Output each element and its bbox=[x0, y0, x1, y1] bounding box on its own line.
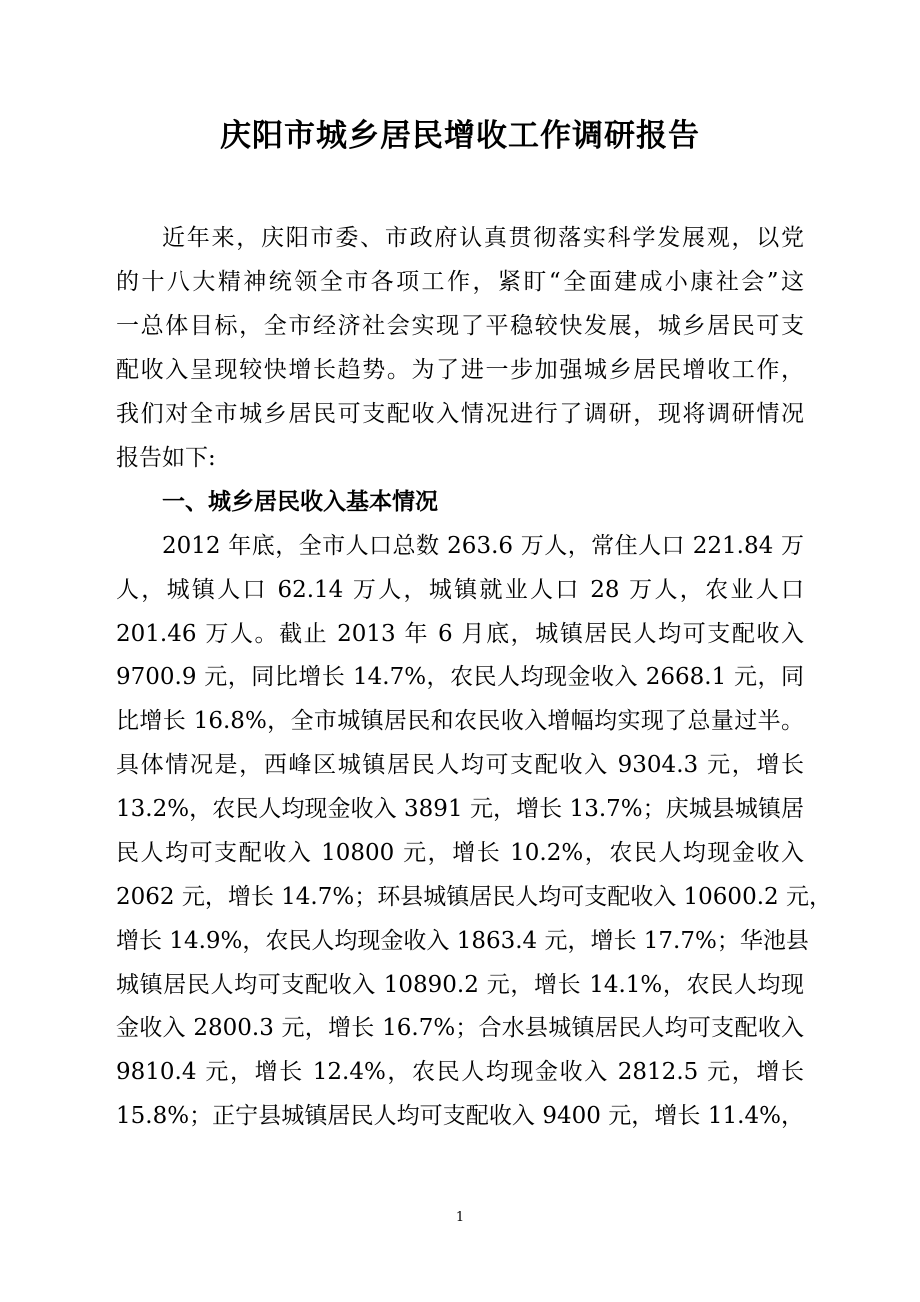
intro-line: 我们对全市城乡居民可支配收入情况进行了调研，现将调研情况 bbox=[116, 401, 804, 427]
body-line: 城镇居民人均可支配收入 10890.2 元，增长 14.1%，农民人均现 bbox=[116, 972, 804, 998]
section-heading: 一、城乡居民收入基本情况 bbox=[162, 489, 438, 515]
body-line: 9700.9 元，同比增长 14.7%，农民人均现金收入 2668.1 元，同 bbox=[116, 664, 804, 690]
body-line: 9810.4 元，增长 12.4%，农民人均现金收入 2812.5 元，增长 bbox=[116, 1059, 804, 1085]
body-line: 人，城镇人口 62.14 万人，城镇就业人口 28 万人，农业人口 bbox=[116, 577, 804, 603]
body-line: 金收入 2800.3 元，增长 16.7%；合水县城镇居民人均可支配收入 bbox=[116, 1015, 804, 1041]
page-number: 1 bbox=[455, 1210, 465, 1225]
intro-line: 报告如下: bbox=[116, 445, 216, 471]
body-line: 民人均可支配收入 10800 元，增长 10.2%，农民人均现金收入 bbox=[116, 840, 804, 866]
body-line: 具体情况是，西峰区城镇居民人均可支配收入 9304.3 元，增长 bbox=[116, 752, 804, 778]
body-line: 13.2%，农民人均现金收入 3891 元，增长 13.7%；庆城县城镇居 bbox=[116, 796, 804, 822]
intro-line: 一总体目标，全市经济社会实现了平稳较快发展，城乡居民可支 bbox=[116, 313, 804, 339]
intro-line: 配收入呈现较快增长趋势。为了进一步加强城乡居民增收工作， bbox=[116, 357, 804, 383]
intro-line: 的十八大精神统领全市各项工作，紧盯“全面建成小康社会”这 bbox=[116, 269, 804, 295]
intro-line: 近年来，庆阳市委、市政府认真贯彻落实科学发展观，以党 bbox=[162, 225, 804, 251]
document-title: 庆阳市城乡居民增收工作调研报告 bbox=[220, 118, 700, 154]
body-line: 增长 14.9%，农民人均现金收入 1863.4 元，增长 17.7%；华池县 bbox=[116, 928, 809, 954]
body-line: 15.8%；正宁县城镇居民人均可支配收入 9400 元，增长 11.4%， bbox=[116, 1103, 804, 1129]
body-line: 2012 年底，全市人口总数 263.6 万人，常住人口 221.84 万 bbox=[162, 533, 804, 559]
body-line: 201.46 万人。截止 2013 年 6 月底，城镇居民人均可支配收入 bbox=[116, 621, 804, 647]
body-line: 2062 元，增长 14.7%；环县城镇居民人均可支配收入 10600.2 元， bbox=[116, 884, 832, 910]
body-line: 比增长 16.8%，全市城镇居民和农民收入增幅均实现了总量过半。 bbox=[116, 708, 804, 734]
